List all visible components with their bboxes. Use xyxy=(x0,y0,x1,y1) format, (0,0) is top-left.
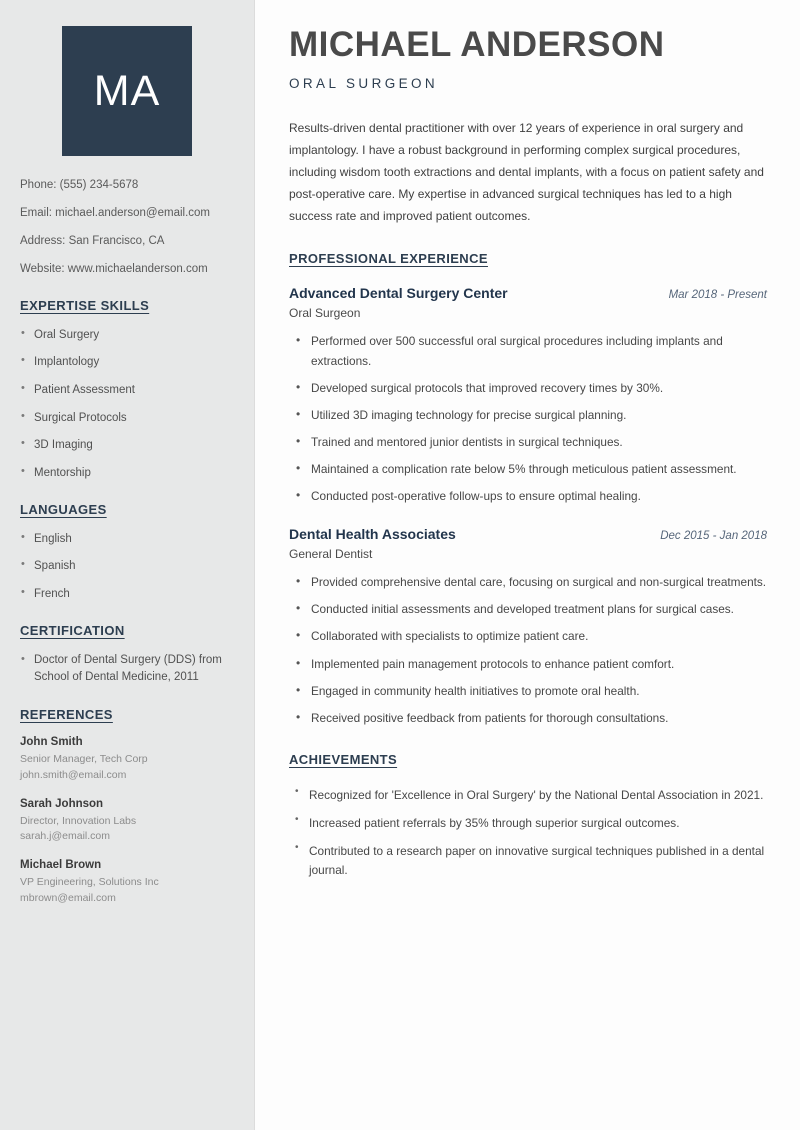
skills-heading: EXPERTISE SKILLS xyxy=(20,297,150,313)
achievements-section xyxy=(289,752,767,880)
reference-email: john.smith@email.com xyxy=(20,768,127,781)
experience-heading: PROFESSIONAL EXPERIENCE xyxy=(289,251,488,267)
list-item xyxy=(20,798,234,846)
reference-name: John Smith xyxy=(20,736,83,749)
job-date: Dec 2015 - Jan 2018 xyxy=(660,530,767,543)
reference-name: Sarah Johnson xyxy=(20,797,104,810)
job-title: General Dentist xyxy=(289,547,373,562)
list-item: • Surgical Protocols xyxy=(20,410,234,427)
references-section xyxy=(0,707,254,907)
contact-phone: Phone: (555) 234-5678 xyxy=(20,179,139,191)
certification-list xyxy=(20,652,234,688)
job-title: Oral Surgeon xyxy=(289,306,361,321)
certification-heading: CERTIFICATION xyxy=(20,622,125,638)
contact-website: Website: www.michaelanderson.com xyxy=(20,263,208,276)
list-item: • Conducted initial assessments and developed treatment plans for surgical cases. xyxy=(289,600,767,619)
list-item: • 3D Imaging xyxy=(20,437,234,454)
job-role-subtitle: ORAL SURGEON xyxy=(289,75,439,91)
list-item: • Contributed to a research paper on innovative surgical techniques published in a dental journal. xyxy=(289,842,767,880)
list-item: • Recognized for 'Excellence in Oral Surgery' by the National Dental Association in 2021. xyxy=(289,786,767,805)
list-item: • Patient Assessment xyxy=(20,382,234,399)
skills-list xyxy=(20,327,234,482)
list-item: • Implantology xyxy=(20,354,234,371)
avatar: MA xyxy=(62,26,192,156)
list-item: • English xyxy=(20,531,234,548)
list-item: • Developed surgical protocols that improved recovery times by 30%. xyxy=(289,379,767,398)
list-item: • Conducted post-operative follow-ups to ensure optimal healing. xyxy=(289,487,767,506)
job-entry xyxy=(289,285,767,506)
list-item: • Maintained a complication rate below 5% through meticulous patient assessment. xyxy=(289,460,767,479)
list-item: • Provided comprehensive dental care, focusing on surgical and non-surgical treatments. xyxy=(289,573,767,592)
list-item: • Received positive feedback from patients for thorough consultations. xyxy=(289,709,767,728)
reference-name: Michael Brown xyxy=(20,859,102,872)
job-header xyxy=(289,526,767,542)
job-date: Mar 2018 - Present xyxy=(668,289,767,302)
reference-title: Senior Manager, Tech Corp xyxy=(20,753,148,766)
list-item: • Oral Surgery xyxy=(20,327,234,344)
experience-section xyxy=(289,251,767,727)
list-item: • Utilized 3D imaging technology for precise surgical planning. xyxy=(289,406,767,425)
list-item: • Performed over 500 successful oral surgical procedures including implants and extractions. xyxy=(289,332,767,370)
list-item: • Trained and mentored junior dentists in surgical techniques. xyxy=(289,433,767,452)
job-company: Advanced Dental Surgery Center xyxy=(289,285,508,302)
list-item: • Spanish xyxy=(20,558,234,575)
achievements-heading: ACHIEVEMENTS xyxy=(289,751,398,767)
references-heading: REFERENCES xyxy=(20,707,113,723)
job-company: Dental Health Associates xyxy=(289,526,456,543)
achievements-list xyxy=(289,786,767,880)
list-item: • Doctor of Dental Surgery (DDS) from School of Dental Medicine, 2011 xyxy=(20,652,234,688)
contact-block xyxy=(0,178,254,278)
reference-email: sarah.j@email.com xyxy=(20,830,111,843)
languages-heading: LANGUAGES xyxy=(20,501,107,517)
job-bullets xyxy=(289,573,767,728)
avatar-wrap xyxy=(0,26,254,156)
list-item: • Engaged in community health initiatives to promote oral health. xyxy=(289,682,767,701)
job-entry xyxy=(289,526,767,728)
list-item: • Collaborated with specialists to optimize patient care. xyxy=(289,627,767,646)
skills-section xyxy=(0,298,254,482)
list-item: • Mentorship xyxy=(20,465,234,482)
contact-address: Address: San Francisco, CA xyxy=(20,235,165,248)
languages-section xyxy=(0,502,254,603)
list-item xyxy=(20,736,234,784)
reference-email: mbrown@email.com xyxy=(20,891,116,904)
list-item: • French xyxy=(20,586,234,603)
contact-email: Email: michael.anderson@email.com xyxy=(20,207,210,220)
reference-title: VP Engineering, Solutions Inc xyxy=(20,876,159,889)
reference-title: Director, Innovation Labs xyxy=(20,814,137,827)
languages-list xyxy=(20,531,234,603)
list-item: • Implemented pain management protocols to enhance patient comfort. xyxy=(289,655,767,674)
job-header xyxy=(289,285,767,301)
list-item xyxy=(20,859,234,907)
summary-paragraph: Results-driven dental practitioner with over 12 years of experience in oral surgery and implantology. I have a robust background in performing complex surgical procedures, including wisdom tooth extractions and dental implants, with a focus on patient safety and post-operative care. My expertise in advanced surgical techniques has led to a high success rate and improved patient outcomes. xyxy=(289,120,764,224)
certification-section xyxy=(0,623,254,688)
page-title: MICHAEL ANDERSON xyxy=(289,25,665,64)
main-content xyxy=(255,0,800,1130)
list-item: • Increased patient referrals by 35% through superior surgical outcomes. xyxy=(289,814,767,833)
sidebar xyxy=(0,0,255,1130)
job-bullets xyxy=(289,332,767,506)
